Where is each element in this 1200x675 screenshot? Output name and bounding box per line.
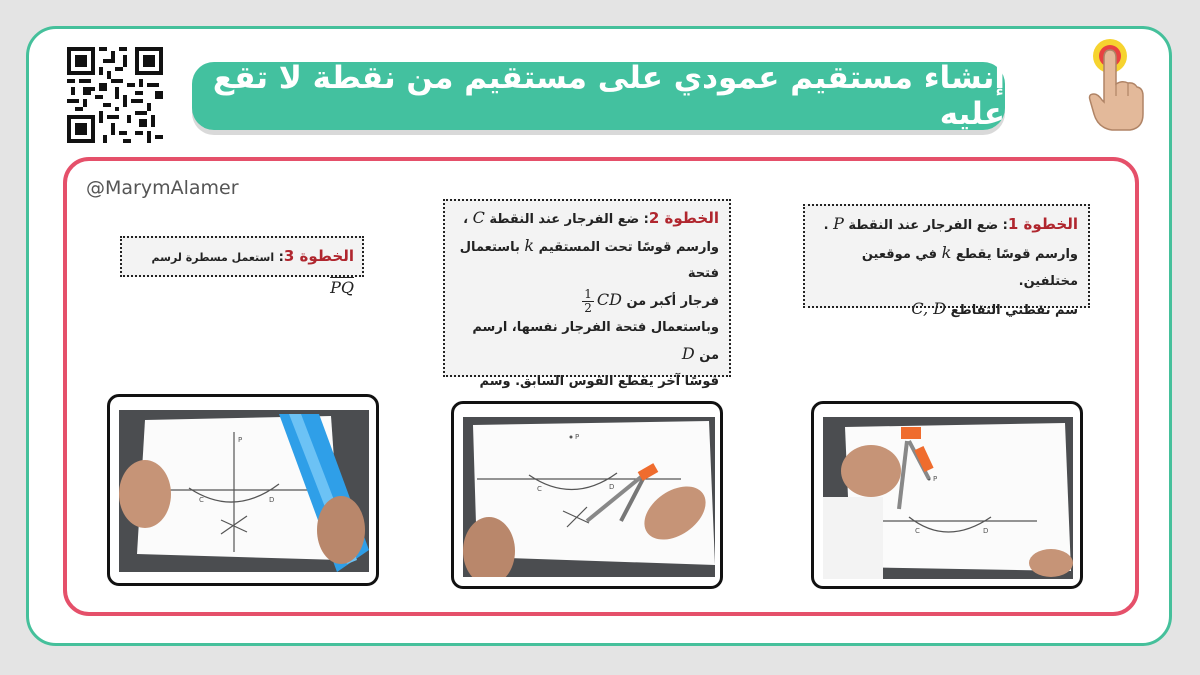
photo3-point-p: P bbox=[238, 436, 243, 444]
title-banner bbox=[192, 62, 1005, 130]
photo2-point-d: D bbox=[609, 483, 615, 491]
half-cd-expression bbox=[579, 287, 622, 315]
step-3-text: استعمل مسطرة لرسم bbox=[151, 251, 275, 264]
step-2-text-5: قوسًا آخر يقطع القوس السابق. وسم bbox=[479, 374, 719, 389]
step-2-label: الخطوة 2 bbox=[648, 209, 719, 227]
photo2-point-c: C bbox=[537, 485, 542, 493]
step-2-text-2: وارسم قوسًا تحت المستقيم bbox=[538, 240, 719, 255]
step-2-text-1: ضع الفرجار عند النقطة bbox=[489, 212, 640, 227]
step-2-text-4: وباستعمال فتحة الفرجار نفسها، ارسم من bbox=[472, 320, 719, 363]
photo1-point-p: P bbox=[933, 475, 938, 483]
step-2-text-2b: باستعمال فتحة bbox=[459, 240, 719, 281]
line-k-label: k bbox=[524, 236, 535, 255]
step-1-photo bbox=[811, 401, 1083, 589]
step-3-box: الخطوة 3: استعمل مسطرة لرسم PQ bbox=[120, 236, 364, 277]
point-d-label: D bbox=[681, 344, 695, 363]
author-handle: @MarymAlamer bbox=[86, 177, 239, 199]
step-3-label: الخطوة 3 bbox=[283, 247, 354, 265]
fraction-half: $\frac{1}{2}$ bbox=[584, 287, 592, 315]
segment-cd-label: CD bbox=[596, 290, 622, 309]
line-k-label: k bbox=[941, 243, 952, 262]
qr-code-icon[interactable] bbox=[67, 47, 163, 143]
photo1-point-d: D bbox=[983, 527, 989, 535]
step-2-text-3: فرجار أكبر من bbox=[626, 294, 719, 309]
step-2-box: الخطوة 2: ضع الفرجار عند النقطة C ، وارسم قوسًا تحت المستقيم k باستعمال فتحة فرجار أكبر من $\frac{1}{2}$ CD وباستعمال فتحة الفرجار نفسها، ارسم من D قوسًا آخر يقطع القوس السابق. وسم bbox=[443, 199, 731, 377]
points-cd-label: C, D bbox=[911, 299, 947, 318]
step-1-box: الخطوة 1: ضع الفرجار عند النقطة P . وارسم قوسًا يقطع k في موقعين مختلفين. سم نقطتي التقاطع C, D bbox=[803, 204, 1090, 308]
step-1-text-3: سم نقطتي التقاطع bbox=[950, 303, 1078, 318]
point-p-label: P bbox=[833, 214, 844, 233]
photo3-point-c: C bbox=[199, 496, 204, 504]
point-c-label: C bbox=[472, 208, 485, 227]
step-1-label: الخطوة 1 bbox=[1007, 215, 1078, 233]
ray-pq-label: PQ bbox=[330, 278, 354, 297]
photo2-point-p: P bbox=[575, 433, 580, 441]
step-1-text-2b: في موقعين مختلفين. bbox=[861, 247, 1078, 289]
step-3-photo bbox=[107, 394, 379, 586]
step-1-text-2: وارسم قوسًا يقطع bbox=[955, 247, 1078, 262]
step-2-photo bbox=[451, 401, 723, 589]
step-1-text-1: ضع الفرجار عند النقطة bbox=[848, 218, 999, 233]
page-title: إنشاء مستقيم عمودي على مستقيم من نقطة لا تقع عليه bbox=[212, 60, 1005, 132]
pointing-hand-icon[interactable] bbox=[1082, 36, 1146, 134]
photo3-point-d: D bbox=[269, 496, 275, 504]
photo1-point-c: C bbox=[915, 527, 920, 535]
